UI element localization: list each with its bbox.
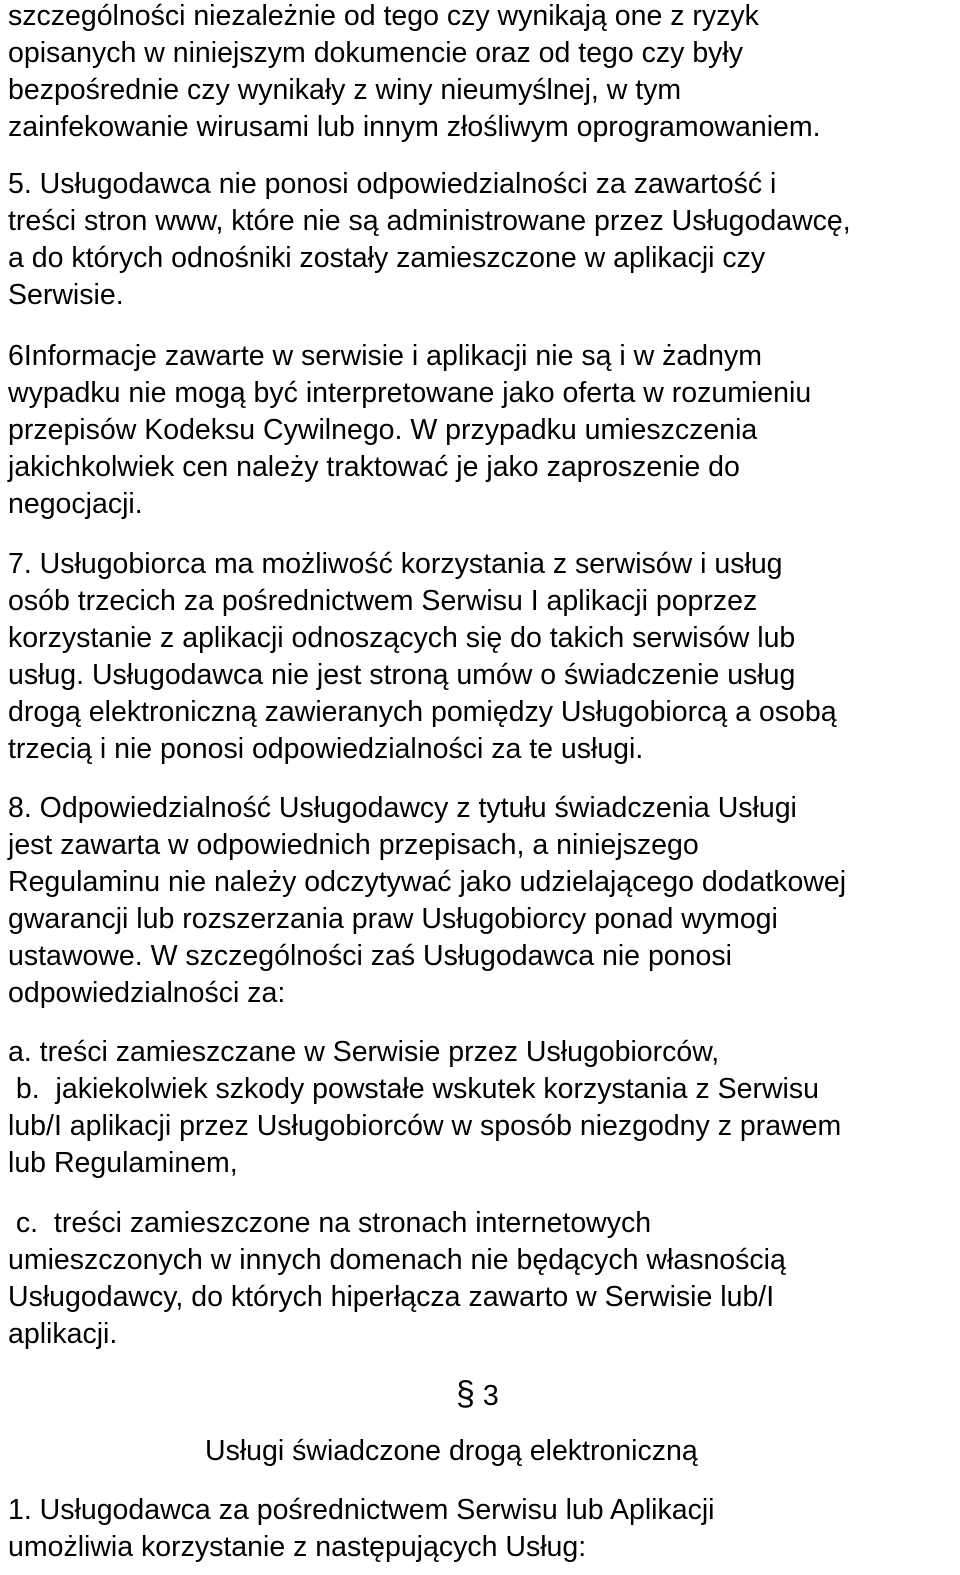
section-number-value: 3	[482, 1380, 499, 1412]
text-line: ustawowe. W szczególności zaś Usługodawca nie ponosi	[8, 940, 732, 972]
text-line: 7. Usługobiorca ma możliwość korzystania z serwisów i usług	[8, 548, 783, 580]
text-line: opisanych w niniejszym dokumencie oraz od tego czy były	[8, 37, 744, 69]
text-line: korzystanie z aplikacji odnoszących się do takich serwisów lub	[8, 622, 796, 654]
text-line: 8. Odpowiedzialność Usługodawcy z tytułu świadczenia Usługi	[8, 792, 797, 824]
text-line: umożliwia korzystanie z następujących Usług:	[8, 1531, 587, 1563]
text-line: trzecią i nie ponosi odpowiedzialności za te usługi.	[8, 733, 644, 765]
text-line: odpowiedzialności za:	[8, 977, 286, 1009]
text-line: a do których odnośniki zostały zamieszczone w aplikacji czy	[8, 242, 766, 274]
text-line: przepisów Kodeksu Cywilnego. W przypadku umieszczenia	[8, 414, 758, 446]
text-line: Usługodawcy, do których hiperłącza zawarto w Serwisie lub/I	[8, 1281, 775, 1313]
text-line: aplikacji.	[8, 1318, 118, 1350]
text-line: gwarancji lub rozszerzania praw Usługobiorcy ponad wymogi	[8, 903, 778, 935]
text-line: umieszczonych w innych domenach nie będących własnością	[8, 1244, 786, 1276]
text-line: jakichkolwiek cen należy traktować je jako zaproszenie do	[8, 451, 740, 483]
text-line: drogą elektroniczną zawieranych pomiędzy Usługobiorcą a osobą	[8, 696, 837, 728]
text-line: treści stron www, które nie są administrowane przez Usługodawcę,	[8, 205, 851, 237]
text-line: negocjacji.	[8, 488, 143, 520]
text-line: usług. Usługodawca nie jest stroną umów o świadczenie usług	[8, 659, 796, 691]
text-line: lub Regulaminem,	[8, 1147, 238, 1179]
text-line: Regulaminu nie należy odczytywać jako udzielającego dodatkowej	[8, 866, 847, 898]
text-line: a. treści zamieszczane w Serwisie przez Usługobiorców,	[8, 1036, 720, 1068]
text-line: lub/I aplikacji przez Usługobiorców w sposób niezgodny z prawem	[8, 1110, 842, 1142]
text-line: osób trzecich za pośrednictwem Serwisu I aplikacji poprzez	[8, 585, 758, 617]
section-title: Usługi świadczone drogą elektroniczną	[205, 1435, 698, 1467]
text-line: 6Informacje zawarte w serwisie i aplikacji nie są i w żadnym	[8, 340, 762, 372]
text-line: wypadku nie mogą być interpretowane jako oferta w rozumieniu	[8, 377, 812, 409]
text-line: b. jakiekolwiek szkody powstałe wskutek korzystania z Serwisu	[8, 1073, 819, 1105]
text-line: Serwisie.	[8, 279, 124, 311]
text-line: bezpośrednie czy wynikały z winy nieumyślnej, w tym	[8, 74, 682, 106]
text-line: 1. Usługodawca za pośrednictwem Serwisu lub Aplikacji	[8, 1494, 715, 1526]
section-number	[456, 1376, 499, 1415]
text-line: szczególności niezależnie od tego czy wynikają one z ryzyk	[8, 0, 759, 32]
section-symbol: §	[456, 1375, 475, 1413]
text-line: jest zawarta w odpowiednich przepisach, a niniejszego	[8, 829, 699, 861]
text-line: 5. Usługodawca nie ponosi odpowiedzialności za zawartość i	[8, 168, 777, 200]
text-line: c. treści zamieszczone na stronach internetowych	[8, 1207, 652, 1239]
text-line: zainfekowanie wirusami lub innym złośliwym oprogramowaniem.	[8, 111, 821, 143]
